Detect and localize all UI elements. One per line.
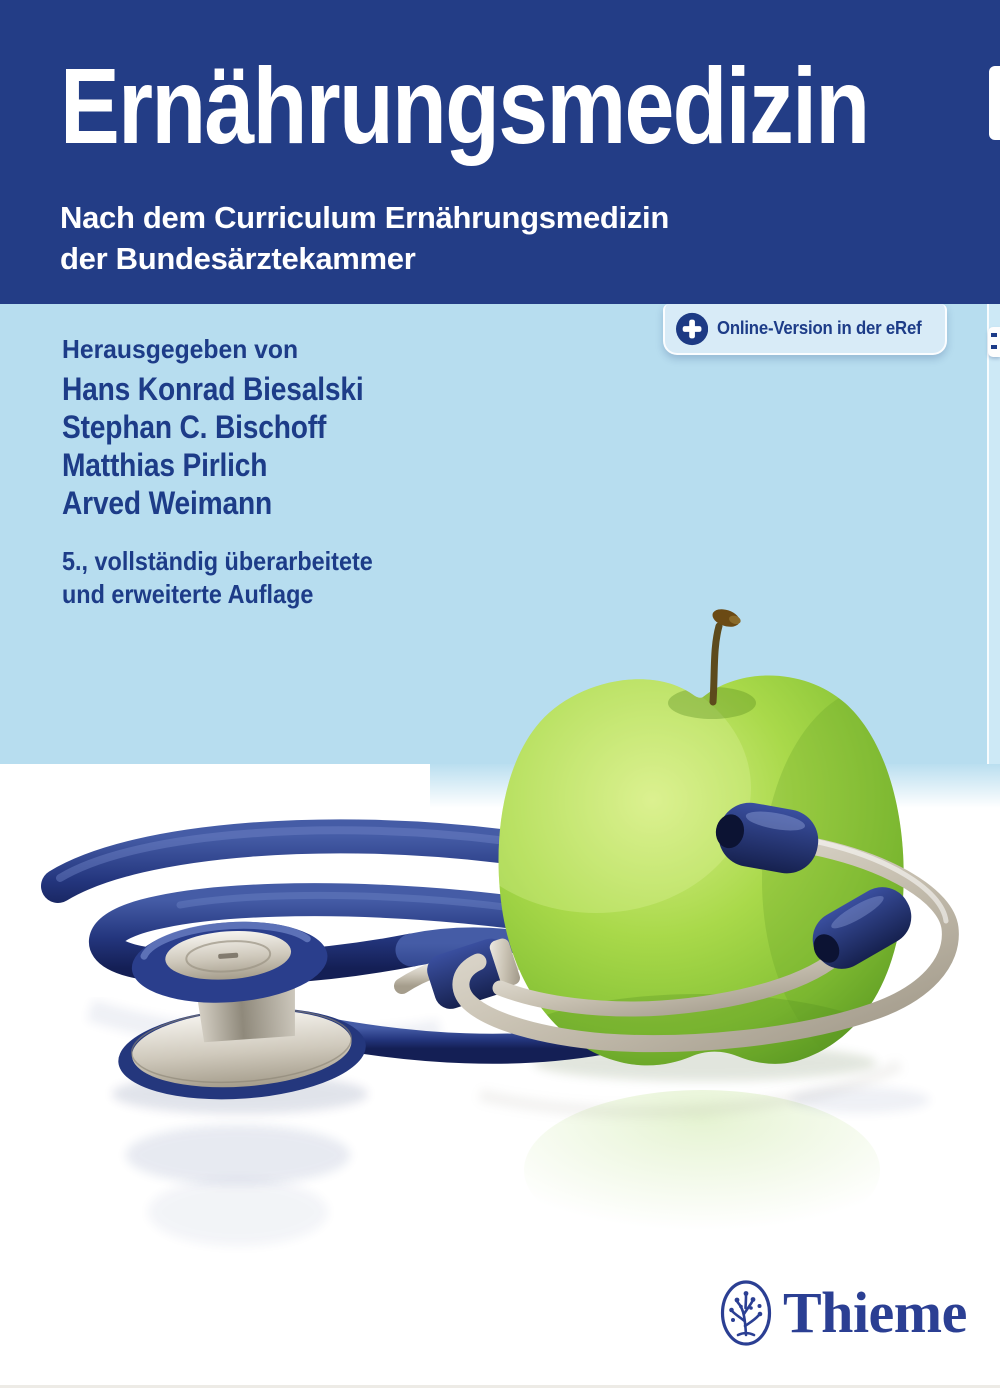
header-panel — [0, 0, 1000, 304]
chest-piece — [109, 913, 369, 1107]
spine-badge-fragment — [988, 327, 1000, 357]
subtitle-line-1: Nach dem Curriculum Ernährungsmedizin — [60, 200, 670, 235]
editor-name: Stephan C. Bischoff — [62, 409, 327, 445]
plus-circle-icon — [676, 312, 708, 346]
thieme-logo — [720, 1280, 967, 1346]
editor-name: Arved Weimann — [62, 485, 273, 521]
editor-list — [62, 370, 405, 522]
eref-badge — [663, 304, 947, 355]
editors-heading: Herausgegeben von — [62, 334, 299, 364]
editor-name: Hans Konrad Biesalski — [62, 371, 364, 407]
edition-note — [62, 545, 407, 611]
subtitle-line-2: der Bundesärztekammer — [60, 241, 416, 276]
edition-line-2: und erweiterte Auflage — [62, 579, 314, 609]
cover-photo — [0, 560, 1000, 1388]
book-title: Ernährungsmedizin — [60, 45, 869, 166]
eref-badge-label: Online-Version in der eRef — [717, 318, 922, 338]
spine-letter-fragment — [989, 66, 1000, 140]
book-subtitle — [60, 197, 669, 279]
spine-sliver — [987, 304, 1000, 764]
thieme-wordmark: Thieme — [783, 1280, 967, 1345]
edition-line-1: 5., vollständig überarbeitete — [62, 546, 373, 576]
editor-name: Matthias Pirlich — [62, 447, 268, 483]
thieme-tree-oval-icon — [720, 1280, 772, 1346]
apple-stem-tip — [710, 606, 743, 630]
